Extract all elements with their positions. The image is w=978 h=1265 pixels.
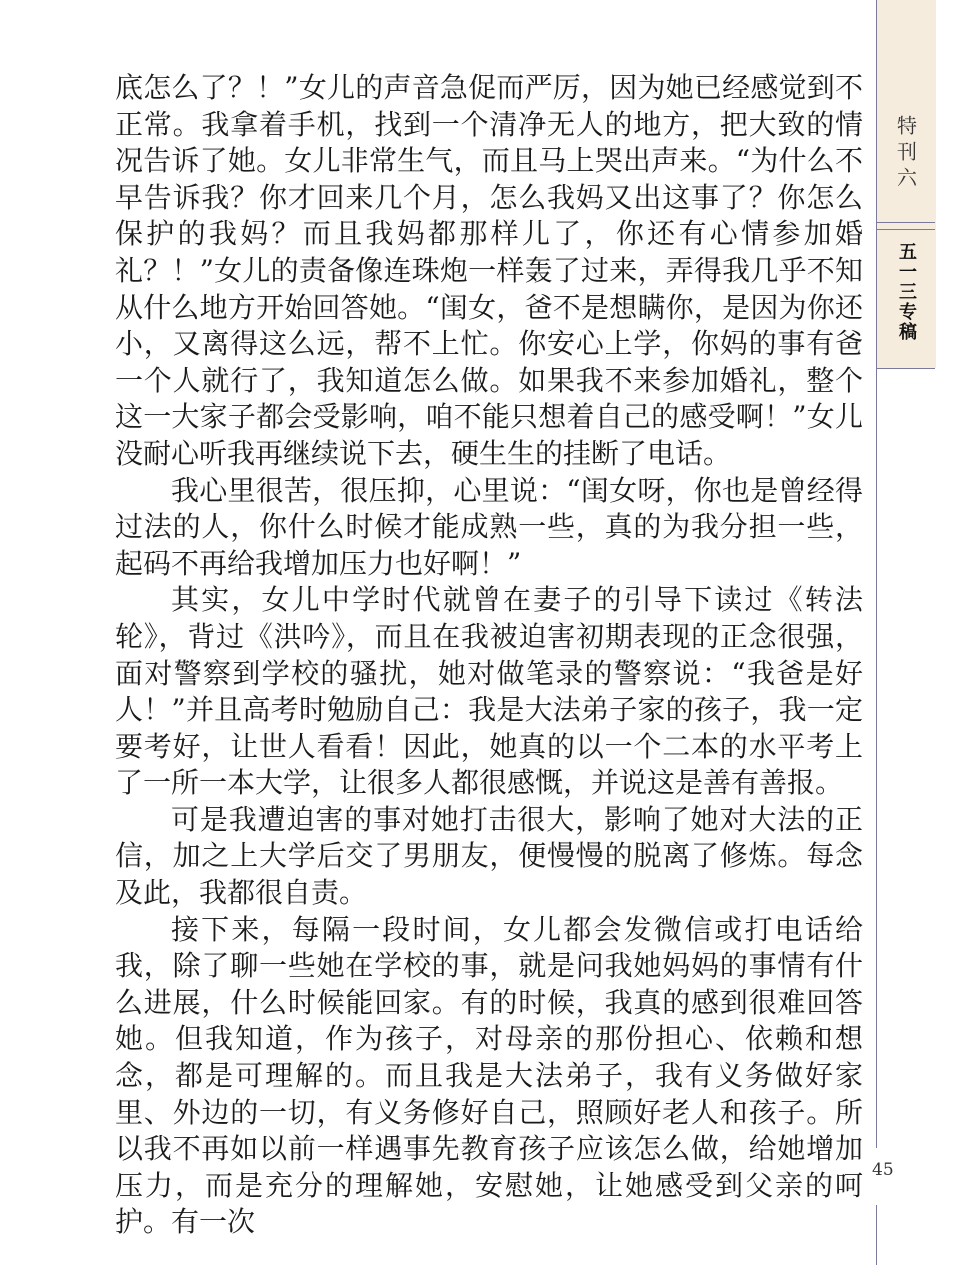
sidebar-end-rule <box>876 368 935 369</box>
special-issue-label: 特刊六 <box>893 115 918 193</box>
paragraph: 底怎么了？！”女儿的声音急促而严厉，因为她已经感觉到不正常。我拿着手机，找到一个清净无人的地方，把大致的情况告诉了她。女儿非常生气，而且马上哭出声来。“为什么不早告诉我？你才回来几个月，怎么我妈又出这事了？你怎么保护的我妈？而且我妈都那样儿了，你还有心情参加婚礼？！”女儿的责备像连珠炮一样轰了过来，弄得我几乎不知从什么地方开始回答她。“闺女，爸不是想瞒你，是因为你还小，又离得这么远，帮不上忙。你安心上学，你妈的事有爸一个人就行了，我知道怎么做。如果我不来参加婚礼，整个这一大家子都会受影响，咱不能只想着自己的感受啊！”女儿没耐心听我再继续说下去，硬生生的挂断了电话。 <box>115 71 863 470</box>
paragraph: 接下来，每隔一段时间，女儿都会发微信或打电话给我，除了聊一些她在学校的事，就是问我她妈妈的事情有什么进展，什么时候能回家。有的时候，我真的感到很难回答她。但我知道，作为孩子，对母亲的那份担心、依赖和想念，都是可理解的。而且我是大法弟子，我有义务做好家里、外边的一切，有义务修好自己，照顾好老人和孩子。所以我不再如以前一样遇事先教育孩子应该怎么做，给她增加压力，而是充分的理解她，安慰她，让她感受到父亲的呵护。有一次 <box>115 912 863 1239</box>
margin-line <box>876 368 877 1148</box>
page-number: 45 <box>872 1160 894 1180</box>
paragraph: 可是我遭迫害的事对她打击很大，影响了她对大法的正信，加之上大学后交了男朋友，便慢慢的脱离了修炼。每念及此，我都很自责。 <box>115 802 863 910</box>
topic-label: 五一三专稿 <box>896 242 917 342</box>
sidebar-divider-top <box>876 222 935 223</box>
body-text <box>115 70 863 1241</box>
paragraph: 其实，女儿中学时代就曾在妻子的引导下读过《转法轮》，背过《洪吟》，而且在我被迫害初期表现的正念很强，面对警察到学校的骚扰，她对做笔录的警察说：“我爸是好人！”并且高考时勉励自己：我是大法弟子家的孩子，我一定要考好，让世人看看！因此，她真的以一个二本的水平考上了一所一本大学，让很多人都很感慨，并说这是善有善报。 <box>115 583 863 800</box>
margin-line-bottom <box>876 1205 877 1265</box>
sidebar-divider-bottom <box>876 229 935 230</box>
paragraph: 我心里很苦，很压抑，心里说：“闺女呀，你也是曾经得过法的人，你什么时候才能成熟一些，真的为我分担一些，起码不再给我增加压力也好啊！” <box>115 473 863 580</box>
